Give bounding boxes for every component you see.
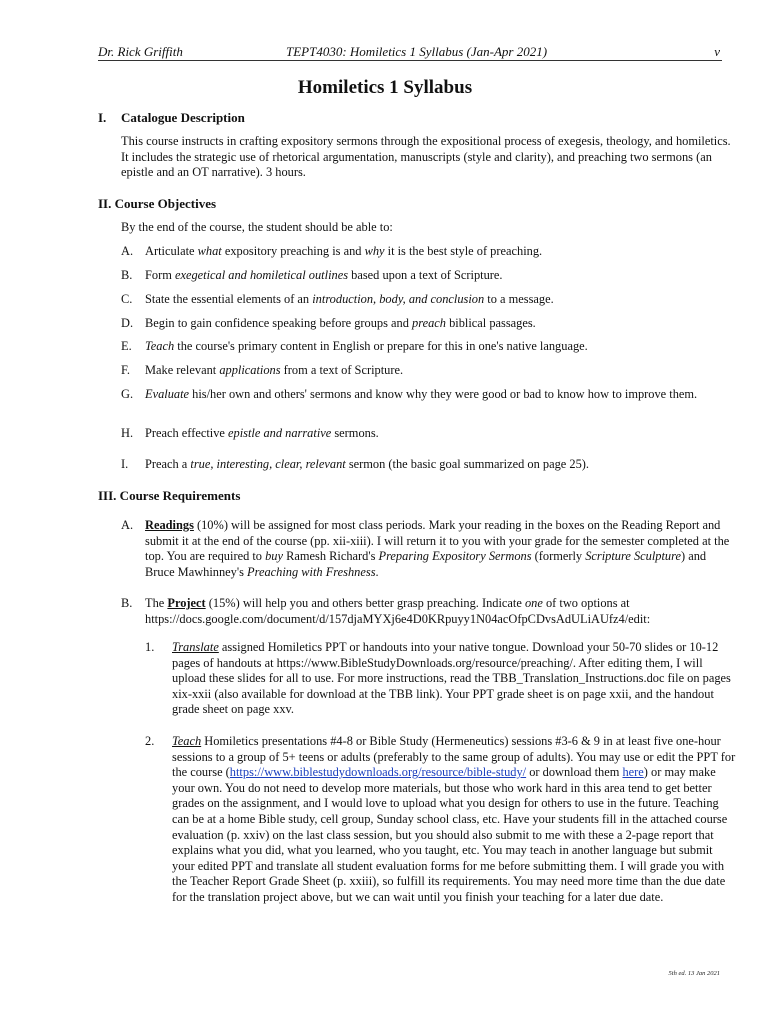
project-keyword: Project xyxy=(167,596,206,610)
section-heading-catalogue xyxy=(98,110,398,126)
bible-study-link[interactable]: https://www.biblestudydownloads.org/resource/bible-study/ xyxy=(229,765,527,780)
project-option-teach: 2. Teach Homiletics presentations #4-8 or Bible Study (Hermeneutics) sessions #3-6 & 9 in at least five one-hour sessions to a group of 5+ teens or adults (preferably to the same group of adults). You may use or edit the PPT for the course (https://www.biblestudydownloads.org/resource/bible-study/ or download them here) or may make your own. You do not need to develop more materials, but those who work hard in this area tend to get better grades on the assignment, and I would love to upload what you design for others to use in the future. Teaching can be at a home Bible study, cell group, Sunday school class, etc. Have your students fill in the attached course evaluation (p. xxiv) on the last class session, but you should also submit to me with these a 2-page report that explains what you did, what you learned, who you taught, etc. You may teach in another language but submit your edited PPT and translate all student evaluation forms for me before submitting them. I will grade you with the Teacher Report Grade Sheet (p. xxiii), so fulfill its requirements. You may need more time than the due date for the translation project above, but we can wait until you finish your teaching for a later due date. xyxy=(145,734,736,904)
objective-item: E. Teach the course's primary content in English or prepare for this in one's native language. xyxy=(121,339,588,353)
header-author: Dr. Rick Griffith xyxy=(98,44,183,59)
section-title: Catalogue Description xyxy=(121,110,245,125)
item-label: D. xyxy=(121,316,134,330)
item-label: I. xyxy=(121,457,129,471)
here-link[interactable]: here xyxy=(622,765,644,780)
item-label: B. xyxy=(121,596,133,610)
project-option-translate: 1. Translate assigned Homiletics PPT or handouts into your native tongue. Download your 50-70 slides or 10-12 pages of handouts at https://www.BibleStudyDownloads.org/resource/preaching/. After editing them, I will upload these slides for all to use. For more instructions, read the TBB_Translation_Instructions.doc file on pages xix-xxii (also available for download at the TBB link). Your PPT grade sheet is on page xxii, and the handout grade sheet on page xxv. xyxy=(145,640,731,717)
objective-item: A. Articulate what expository preaching is and why it is the best style of preaching. xyxy=(121,244,543,258)
objective-item: F. Make relevant applications from a text of Scripture. xyxy=(121,363,404,377)
readings-keyword: Readings xyxy=(145,518,194,532)
item-label: F. xyxy=(121,363,130,377)
page-header xyxy=(98,44,722,61)
item-label: A. xyxy=(121,518,134,532)
page-title: Homiletics 1 Syllabus xyxy=(297,77,473,98)
item-label: C. xyxy=(121,292,133,306)
section-number: I. xyxy=(98,110,107,125)
catalogue-description: This course instructs in crafting expository sermons through the expositional process of exegesis, theology, and homiletics. It includes the strategic use of rhetorical argumentation, manuscripts (style and clarity), and preaching two sermons (an epistle and an OT narrative). 3 hours. xyxy=(121,134,731,180)
objective-item: G. Evaluate his/her own and others' sermons and know why they were good or bad to know how to improve them. xyxy=(121,387,698,401)
item-label: B. xyxy=(121,268,133,282)
section-heading-requirements: III. Course Requirements xyxy=(98,488,241,503)
section-heading-objectives: II. Course Objectives xyxy=(98,196,217,211)
item-label: G. xyxy=(121,387,134,401)
requirement-readings: A. Readings (10%) will be assigned for most class periods. Mark your reading in the boxes on the Reading Report and submit it at the end of the course (pp. xii-xiii). I will return it to you with your grade for the semester completed at the top. You are required to buy Ramesh Richard's Preparing Expository Sermons (formerly Scripture Sculpture) and Bruce Mawhinney's Preaching with Freshness. xyxy=(121,518,730,579)
objective-item: C. State the essential elements of an introduction, body, and conclusion to a message. xyxy=(121,292,554,306)
objectives-intro: By the end of the course, the student should be able to: xyxy=(121,220,393,234)
header-course-title: TEPT4030: Homiletics 1 Syllabus (Jan-Apr 2021) xyxy=(286,44,548,59)
objective-item: B. Form exegetical and homiletical outlines based upon a text of Scripture. xyxy=(121,268,503,282)
requirement-project: B. The Project (15%) will help you and others better grasp preaching. Indicate one of two options at https://docs.google.com/document/d/157djaMYXj6e4D0KRpuyy1N04acOfpCDvsAdULiAUfz4/edit: xyxy=(121,596,651,626)
item-label: E. xyxy=(121,339,132,353)
edition-footer: 5th ed. 13 Jan 2021 xyxy=(668,970,720,977)
item-label: A. xyxy=(121,244,134,258)
item-label: 1. xyxy=(145,640,155,654)
header-page-number: v xyxy=(714,44,720,59)
objective-item: H. Preach effective epistle and narrative sermons. xyxy=(121,426,379,440)
item-label: H. xyxy=(121,426,134,440)
objective-item: D. Begin to gain confidence speaking before groups and preach biblical passages. xyxy=(121,316,536,330)
item-label: 2. xyxy=(145,734,155,748)
objective-item: I. Preach a true, interesting, clear, relevant sermon (the basic goal summarized on page 25). xyxy=(121,457,589,471)
